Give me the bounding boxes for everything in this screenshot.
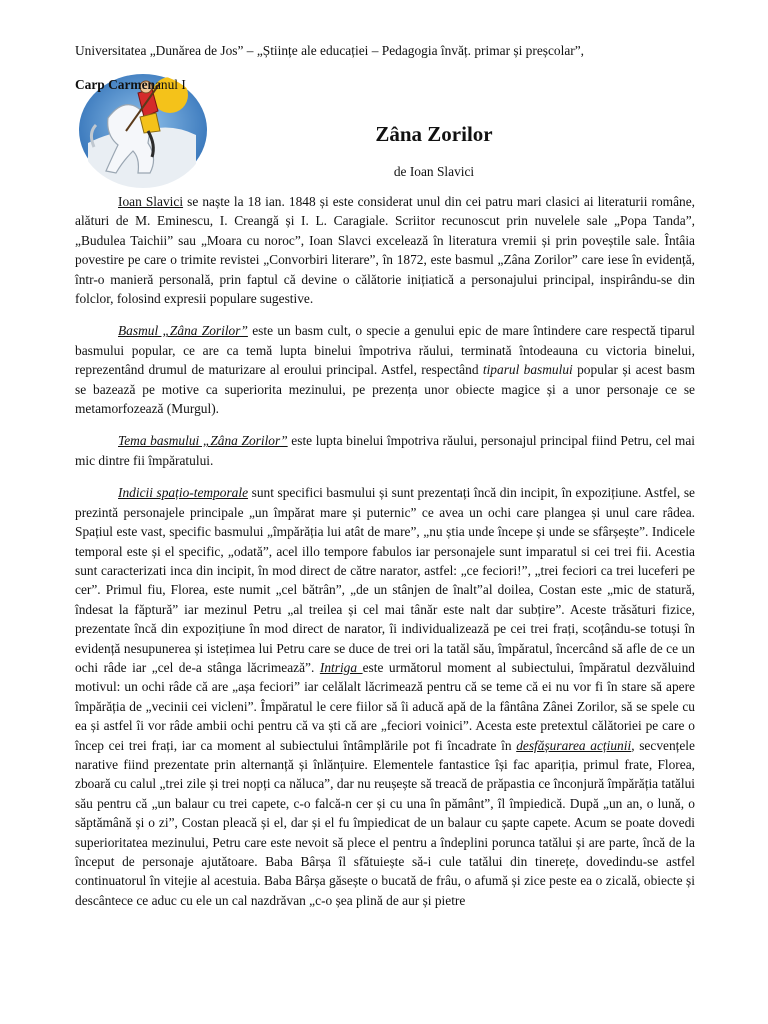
author-year: anul I bbox=[154, 77, 186, 92]
author-link: Ioan Slavici bbox=[118, 194, 184, 209]
italic-term: Intriga bbox=[319, 659, 363, 675]
section-lead: Tema basmului „Zâna Zorilor” bbox=[118, 433, 288, 449]
paragraph-text: popular și acest basm se bazează pe motive ca superiorita mezinului, pe prezența unor obiecte magice și a unor personaje ce se metamorfozează (Murgul). bbox=[75, 362, 695, 417]
paragraph-genre bbox=[75, 321, 695, 418]
author-line bbox=[75, 76, 186, 94]
header-university: Universitatea „Dunărea de Jos” – „Științe ale educației – Pedagogia învăț. primar și preșcolar”, bbox=[75, 43, 585, 58]
paragraph-text: , secvențele narative fiind prezentate prin alternanță și înlănțuire. Elementele fantastice își fac apariția, primul frate, Florea, zboară cu calul „trei zile și trei nopți ca năluca”, dar nu reușește să treacă de prăpastia ce înconjură împărăția tatălui său pentru că „un balaur cu trei capete, c-o falcă-n cer și cu una în pământ”, îl împiedică. După „un an, o lună, o săptămână și o zi”, Costan pleacă și el, dar și el fu împiedicat de un balaur cu șapte capete. Acum se poate dovedi superioritatea mezinului, Petru care este nevoit să plece el pentru a îndeplini porunca tatălui și are parte, încă de la început de personaje ajutătoare. Baba Bârșa îl sfătuiește să-i cule tatălui din tinerețe, dovedindu-se astfel continuatorul în vitejie al acestuia. Baba Bârșa găsește o bucată de frâu, o afumă și zice peste ea o zicală, obiecte și descântece ce aduc cu ele un cal nazdrăvan „c-o șea plină de aur și pietre bbox=[75, 737, 695, 908]
document-byline: de Ioan Slavici bbox=[393, 164, 475, 179]
paragraph-text: este un basm cult, o specie a genului epic de mare întindere care respectă tiparul basmului popular, ce are ca temă lupta binelui împotriva răului, terminată întodeauna cu victoria binelui, reprezentând drumul de maturizare al eroului principal. Astfel, respectând bbox=[75, 323, 695, 378]
paragraph-text: este următorul moment al subiectului, împăratul dezvăluind motivul: un ochi râde că are „așa feciori” iar celălalt lăcrimează pentru că se teme că ei nu vor fi în stare să apere împărăția de „vecinii cei vicleni”. Împăratul le cere fiilor să îi aducă apă de la fântâna Zânei Zorilor, să se spele cu ea și astfel îi vor râde ambii ochi pentru că va ști că are „feciori voinici”. Acesta este pretextul călătoriei pe care o încep cei trei frați, iar ca moment al subiectului întâmplările pot fi încadrate în bbox=[75, 659, 695, 753]
paragraph-text: sunt specifici basmului și sunt prezentați încă din incipit, în expozițiune. Astfel, se prezintă personajele principale „un împărat mare și puternic” ce avea un ochi care plangea și unul care râdea. Spațiul este vast, specific basmului „împărăția lui atât de mare”, „nu știa unde începe și unde se sfârșește”. Indicele temporal este și el specific, „odată”, acel illo tempore fabulos iar personajele sunt imparatul si cei trei fii. Acestia sunt caracterizati inca din incipit, în mod direct de către narator, astfel: „ce feciori!”, „trei feciori ca trei luceferi pe cer”. Primul fiu, Florea, este numit „cel bătrân”, „de un stânjen de înalt”al doilea, Costan este „mic de statură, îndesat la făptură” iar mezinul Petru „al treilea și cel mai tânăr este nalt dar subțire”. Aceste trăsături fizice, prezentate încă din expozițiune în mod direct de narator, îi individualizează pe cei trei frați, scoțându-se totuși în evidență nesupunerea și istețimea lui Petru care se duce de trei ori la tatăl său, împăratul, încercând să afle de ce un ochi râde iar „cel de-a stânga lăcrimează”. bbox=[75, 485, 696, 675]
paragraph-text: se naște la 18 ian. 1848 și este considerat unul din cei patru mari clasici ai literaturii române, alături de M. Eminescu, I. Creangă și I. L. Caragiale. Scriitor recunoscut prin nuvelele sale „Popa Tanda”, „Budulea Taichii” sau „Moara cu noroc”, Ioan Slavci excelează în literatura vremii și prin poveștile sale. Întâia povestire pe care o trimite revistei „Convorbiri literare”, în 1872, este basmul „Zâna Zorilor” care iese în evidență, într-o manieră personală, prin faptul că devine o călătorie inițiatică a personajului principal, inspirându-se din folclor, folosind expresii populare sugestive. bbox=[75, 194, 695, 307]
paragraph-intro bbox=[75, 192, 695, 308]
document-title: Zâna Zorilor bbox=[375, 122, 493, 146]
section-lead: Basmul „Zâna Zorilor” bbox=[118, 323, 248, 339]
italic-term: desfășurarea acțiunii bbox=[516, 737, 632, 753]
paragraph-theme bbox=[75, 431, 695, 470]
author-name: Carp Carmen bbox=[75, 77, 155, 92]
paragraph-indices bbox=[75, 483, 695, 910]
section-lead: Indicii spațio-temporale bbox=[118, 485, 249, 501]
paragraph-text: este lupta binelui împotriva răului, personajul principal fiind Petru, cel mai mic dintre fii împăratului. bbox=[75, 433, 695, 468]
italic-term: tiparul basmului bbox=[482, 362, 573, 378]
document-body bbox=[75, 192, 695, 923]
